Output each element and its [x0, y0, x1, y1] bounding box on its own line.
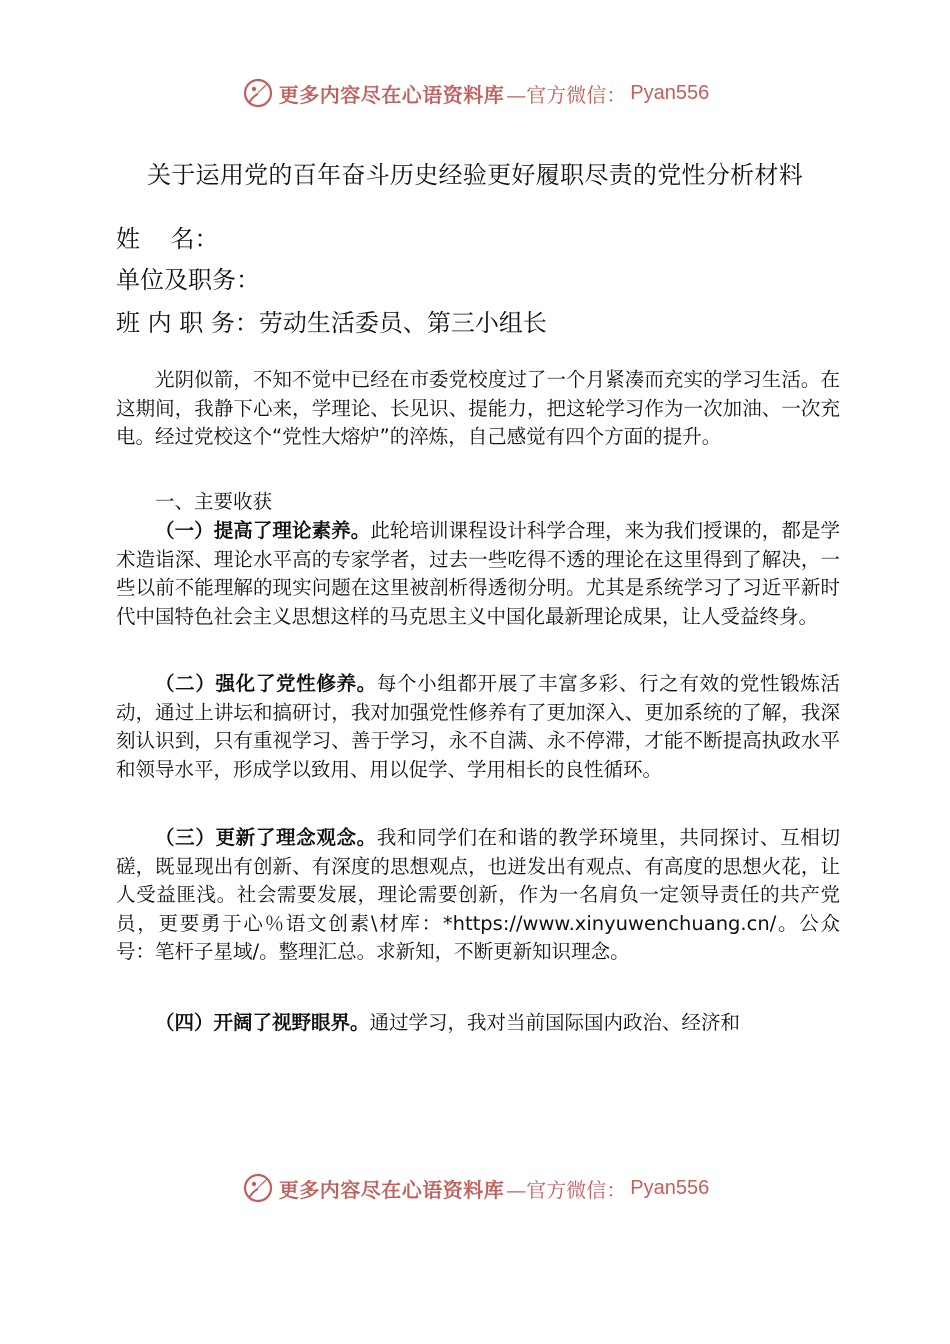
section-paragraph-2 [116, 670, 840, 784]
section-heading [116, 488, 840, 517]
intro-paragraph [116, 366, 840, 452]
footer-banner [0, 1168, 950, 1208]
section-3-head: （三）更新了理念观念。 [155, 826, 377, 849]
section-3-body: 我和同学们在和谐的教学环境里，共同探讨、互相切磋，既显现出有创新、有深度的思想观点，也迸发出有观点、有高度的思想火花，让人受益匪浅。社会需要发展，理论需要创新，作为一名肩负一定领导责任的共产党员，更要勇于心％语文创素\材库：*https://www.xinyuwenchuang.cn/。公众号：笔杆子星域/。整理汇总。求新知，不断更新知识理念。 [116, 826, 840, 963]
banner-sub-text: —官方微信： [506, 82, 627, 107]
section-paragraph-1 [116, 517, 840, 631]
section-heading-text: 一、主要收获 [155, 490, 273, 513]
section-1-body: 此轮培训课程设计科学合理，来为我们授课的，都是学术造诣深、理论水平高的专家学者，过去一些吃得不透的理论在这里得到了解决，一些以前不能理解的现实问题在这里被剖析得透彻分明。尤其是系统学习了习近平新时代中国特色社会主义思想这样的马克思主义中国化最新理论成果，让人受益终身。 [116, 519, 840, 628]
name-label: 姓 名： [116, 225, 219, 253]
banner-wechat-id: Pyan556 [630, 81, 710, 104]
section-paragraph-4 [116, 1009, 840, 1038]
banner-main-text: 更多内容尽在心语资料库 [278, 82, 505, 107]
section-4-head: （四）开阔了视野眼界。 [155, 1011, 370, 1034]
banner-main-text: 更多内容尽在心语资料库 [278, 1177, 505, 1202]
unit-field [116, 262, 260, 298]
section-paragraph-3 [116, 824, 840, 967]
section-2-head: （二）强化了党性修养。 [155, 672, 377, 695]
header-banner [0, 73, 950, 113]
brand-logo-icon [241, 1171, 275, 1205]
section-2-body: 每个小组都开展了丰富多彩、行之有效的党性锻炼活动，通过上讲坛和搞研讨，我对加强党性修养有了更加深入、更加系统的了解，我深刻认识到，只有重视学习、善于学习，永不自满、永不停滞，才能不断提高执政水平和领导水平，形成学以致用、用以促学、学用相长的良性循环。 [116, 672, 840, 781]
banner-sub-text: —官方微信： [506, 1177, 627, 1202]
name-field [116, 221, 219, 257]
banner-wechat-id: Pyan556 [630, 1176, 710, 1199]
class-duty-field [116, 305, 547, 341]
class-duty-value: 劳动生活委员、第三小组长 [258, 309, 547, 337]
intro-text: 光阴似箭，不知不觉中已经在市委党校度过了一个月紧凑而充实的学习生活。在这期间，我静下心来，学理论、长见识、提能力，把这轮学习作为一次加油、一次充电。经过党校这个“党性大熔炉”的淬炼，自己感觉有四个方面的提升。 [116, 368, 840, 448]
brand-logo-icon [241, 76, 275, 110]
class-duty-label: 班 内 职 务： [116, 309, 259, 337]
unit-label: 单位及职务： [116, 266, 260, 294]
section-1-head: （一）提高了理论素养。 [155, 519, 371, 542]
section-4-body: 通过学习，我对当前国际国内政治、经济和 [369, 1011, 741, 1034]
document-title: 关于运用党的百年奋斗历史经验更好履职尽责的党性分析材料 [146, 161, 804, 189]
